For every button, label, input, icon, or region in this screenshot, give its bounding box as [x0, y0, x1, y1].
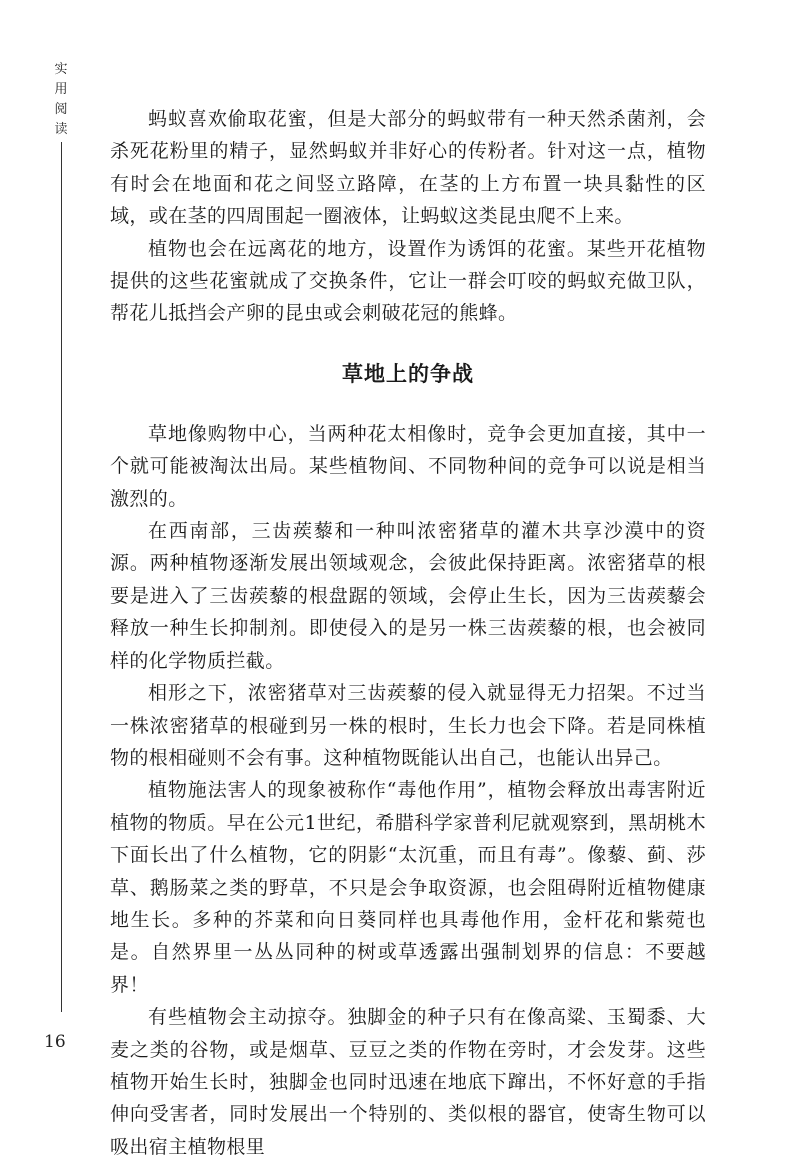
section-label-char: 用	[54, 82, 68, 97]
section-label-char: 读	[54, 122, 68, 137]
paragraph: 草地像购物中心，当两种花太相像时，竞争会更加直接，其中一个就可能被淘汰出局。某些植物间、不同物种间的竞争可以说是相当激烈的。	[110, 422, 706, 510]
page-number: 16	[44, 1032, 66, 1052]
section-label-char: 阅	[54, 102, 68, 117]
paragraph: 植物也会在远离花的地方，设置作为诱饵的花蜜。某些开花植物提供的这些花蜜就成了交换条件，它让一群会叮咬的蚂蚁充做卫队，帮花儿抵挡会产卵的昆虫或会刺破花冠的熊蜂。	[110, 237, 706, 325]
paragraph: 在西南部，三齿蒺藜和一种叫浓密猪草的灌木共享沙漠中的资源。两种植物逐渐发展出领域观念，会彼此保持距离。浓密猪草的根要是进入了三齿蒺藜的根盘踞的领域，会停止生长，因为三齿蒺藜会释放一种生长抑制剂。即使侵入的是另一株三齿蒺藜的根，也会被同样的化学物质拦截。	[110, 520, 706, 672]
paragraph: 蚂蚁喜欢偷取花蜜，但是大部分的蚂蚁带有一种天然杀菌剂，会杀死花粉里的精子，显然蚂蚁并非好心的传粉者。针对这一点，植物有时会在地面和花之间竖立路障，在茎的上方布置一块具黏性的区域，或在茎的四周围起一圈液体，让蚂蚁这类昆虫爬不上来。	[110, 108, 706, 228]
margin-rule	[61, 142, 62, 1012]
paragraph: 有些植物会主动掠夺。独脚金的种子只有在像高粱、玉蜀黍、大麦之类的谷物，或是烟草、豆豆之类的作物在旁时，才会发芽。这些植物开始生长时，独脚金也同时迅速在地底下蹿出，不怀好意的手指伸向受害者，同时发展出一个特别的、类似根的器官，使寄生物可以吸出宿主植物根里	[110, 1006, 706, 1158]
section-label	[51, 60, 71, 140]
section-label-char: 实	[54, 62, 68, 77]
paragraph: 相形之下，浓密猪草对三齿蒺藜的侵入就显得无力招架。不过当一株浓密猪草的根碰到另一株的根时，生长力也会下降。若是同株植物的根相碰则不会有事。这种植物既能认出自己，也能认出异己。	[110, 682, 706, 769]
section-heading: 草地上的争战	[342, 361, 474, 386]
paragraph: 植物施法害人的现象被称作“毒他作用”，植物会释放出毒害附近植物的物质。早在公元1世纪，希腊科学家普利尼就观察到，黑胡桃木下面长出了什么植物，它的阴影“太沉重，而且有毒”。像藜、蓟、莎草、鹅肠菜之类的野草，不只是会争取资源，也会阻碍附近植物健康地生长。多种的芥菜和向日葵同样也具毒他作用，金杆花和紫菀也是。自然界里一丛丛同种的树或草透露出强制划界的信息：不要越界！	[110, 779, 706, 996]
page-body	[110, 103, 706, 1163]
